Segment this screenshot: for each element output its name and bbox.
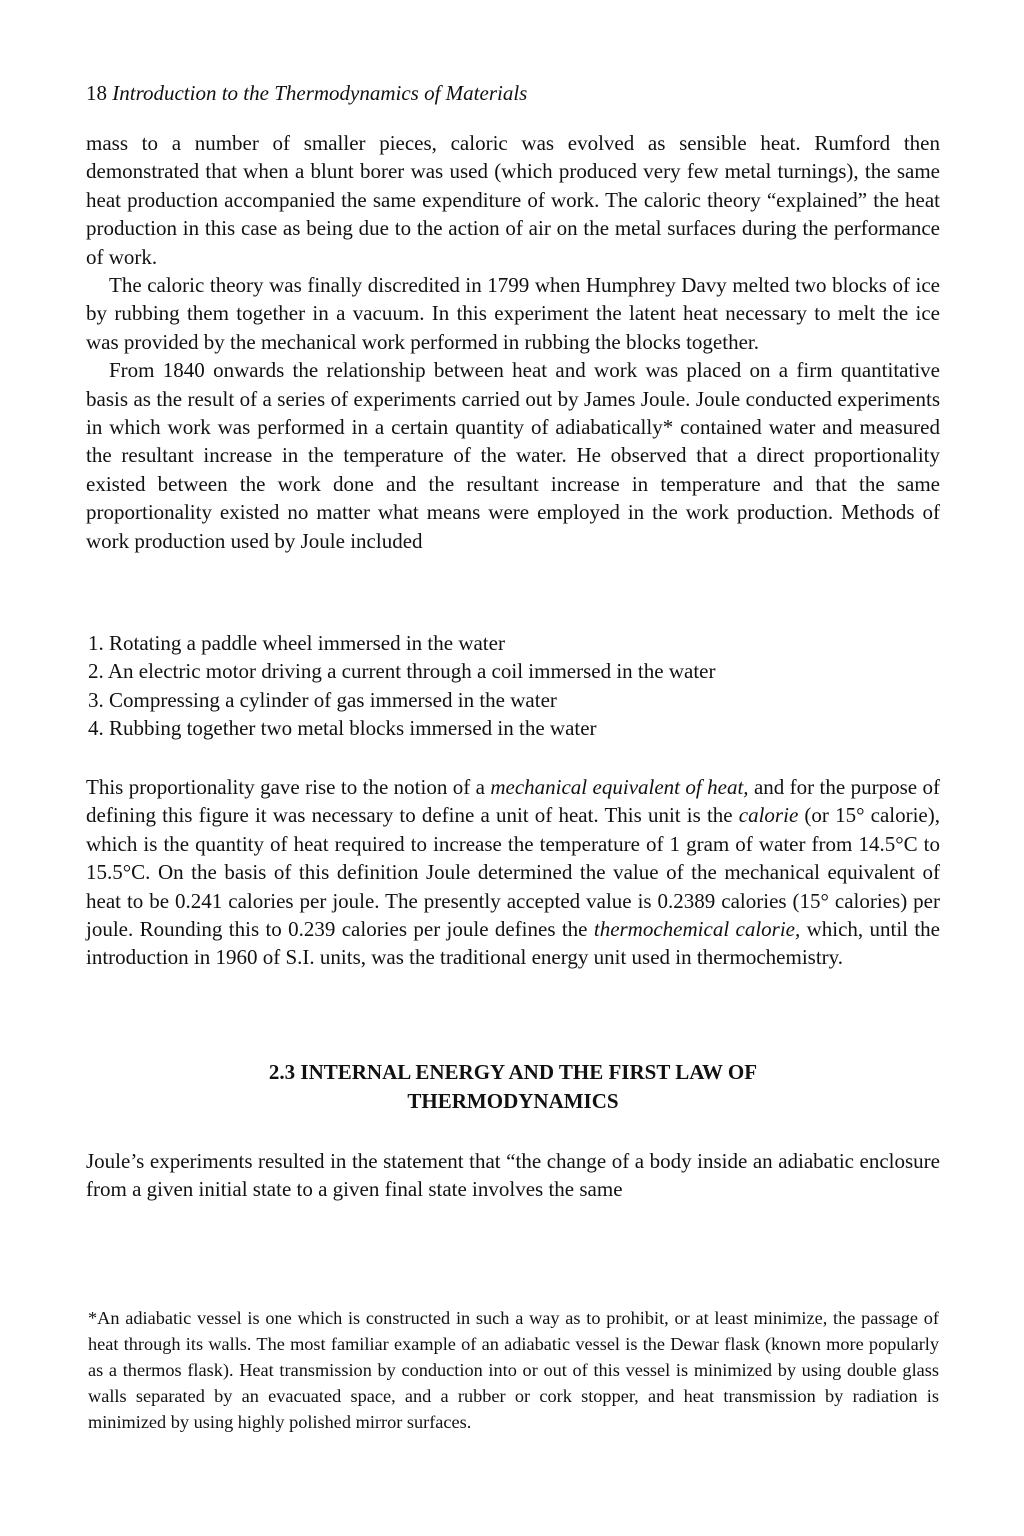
list-item: 2. An electric motor driving a current through a coil immersed in the water: [88, 659, 716, 684]
section-heading-line-1: 2.3 INTERNAL ENERGY AND THE FIRST LAW OF: [268, 1060, 758, 1084]
work-methods-list: [88, 629, 940, 743]
section-heading-line-2: THERMODYNAMICS: [407, 1089, 619, 1113]
paragraph-joule-statement: Joule’s experiments resulted in the statement that “the change of a body inside an adiabatic enclosure from a given initial state to a given final state involves the same: [86, 1149, 940, 1202]
page-number: 18: [86, 81, 107, 105]
paragraph-mechanical-equivalent: This proportionality gave rise to the notion of a mechanical equivalent of heat, and for the purpose of defining this figure it was necessary to define a unit of heat. This unit is the calorie (or 15° calorie), which is the quantity of heat required to increase the temperature of 1 gram of water from 14.5°C to 15.5°C. On the basis of this definition Joule determined the value of the mechanical equivalent of heat to be 0.241 calories per joule. The presently accepted value is 0.2389 calories (15° calories) per joule. Rounding this to 0.239 calories per joule defines the thermochemical calorie, which, until the introduction in 1960 of S.I. units, was the traditional energy unit used in thermochemistry.: [86, 775, 940, 970]
list-item: 1. Rotating a paddle wheel immersed in the water: [88, 631, 505, 655]
list-item: 4. Rubbing together two metal blocks immersed in the water: [88, 716, 597, 741]
term-mechanical-equivalent: mechanical equivalent of heat,: [490, 775, 749, 799]
section-heading: [86, 1058, 940, 1116]
main-text-bottom: [86, 1147, 940, 1204]
running-header: [86, 80, 527, 106]
paragraph-davy: The caloric theory was finally discredited in 1799 when Humphrey Davy melted two blocks of ice by rubbing them together in a vacuum. In this experiment the latent heat necessary to melt the ice was provided by the mechanical work performed in rubbing the blocks together.: [86, 273, 940, 354]
paragraph-joule-experiments: From 1840 onwards the relationship between heat and work was placed on a firm quantitative basis as the result of a series of experiments carried out by James Joule. Joule conducted experiments in which work was performed in a certain quantity of adiabatically* contained water and measured the resultant increase in the temperature of the water. He observed that a direct proportionality existed between the work done and the resultant increase in temperature and that the same proportionality existed no matter what means were employed in the work production. Methods of work production used by Joule included: [86, 358, 940, 553]
list-item: 3. Compressing a cylinder of gas immersed in the water: [88, 687, 557, 712]
term-thermochemical-calorie: thermochemical calorie,: [593, 917, 801, 942]
book-title: Introduction to the Thermodynamics of Materials: [112, 81, 528, 105]
main-text-top: [86, 129, 940, 555]
term-calorie: calorie: [738, 803, 799, 828]
main-text-mid: [86, 773, 940, 972]
footnote: *An adiabatic vessel is one which is constructed in such a way as to prohibit, or at least minimize, the passage of heat through its walls. The most familiar example of an adiabatic vessel is the Dewar flask (known more popularly as a thermos flask). Heat transmission by conduction into or out of this vessel is minimized by using double glass walls separated by an evacuated space, and a rubber or cork stopper, and heat transmission by radiation is minimized by using highly polished mirror surfaces.: [88, 1308, 939, 1432]
paragraph-caloric-rumford: mass to a number of smaller pieces, caloric was evolved as sensible heat. Rumford then demonstrated that when a blunt borer was used (which produced very few metal turnings), the same heat production accompanied the same expenditure of work. The caloric theory “explained” the heat production in this case as being due to the action of air on the metal surfaces during the performance of work.: [86, 131, 940, 269]
